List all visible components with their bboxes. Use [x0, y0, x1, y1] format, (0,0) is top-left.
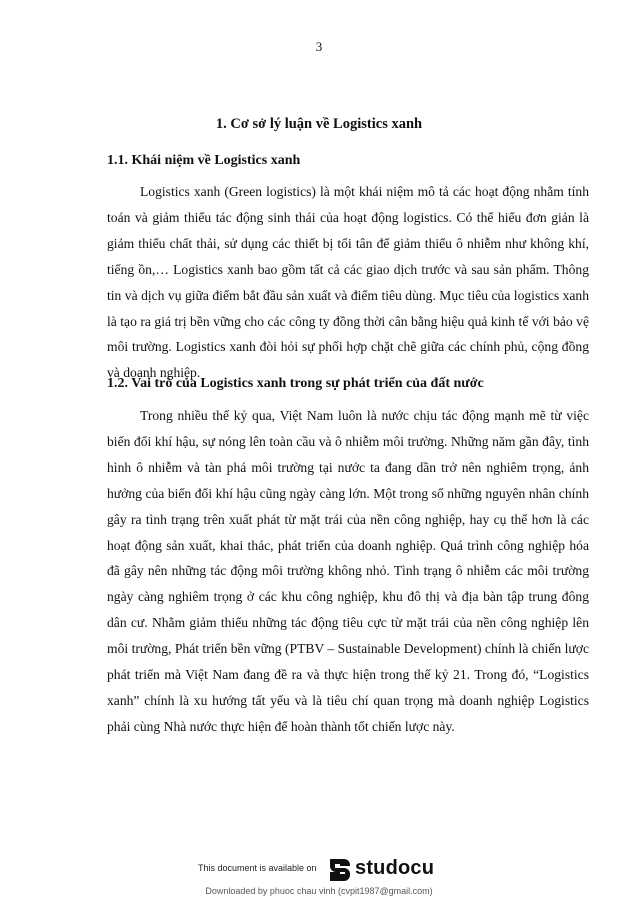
- section-heading-1-1: 1.1. Khái niệm về Logistics xanh: [107, 153, 301, 168]
- footer-download-note: Downloaded by phuoc chau vinh (cvpit1987@gmail.com): [205, 886, 433, 896]
- studocu-brand-name: studocu: [355, 857, 435, 879]
- studocu-logo-icon: [326, 857, 352, 881]
- page-number: 3: [315, 39, 323, 54]
- section-paragraph-1-2: Trong nhiều thế kỷ qua, Việt Nam luôn là nước chịu tác động mạnh mẽ từ việc biến đổi khí hậu, sự nóng lên toàn cầu và ô nhiễm môi trường. Những năm gần đây, tình hình ô nhiễm và tàn phá môi trường tại nước ta đang dần trở nên nghiêm trọng, ảnh hưởng của biến đổi khí hậu cũng ngày càng lớn. Một trong số những nguyên nhân chính gây ra tình trạng trên xuất phát từ mặt trái của nền công nghiệp, hay cụ thể hơn là các hoạt động sản xuất, khai thác, phát triển của doanh nghiệp. Quá trình công nghiệp hóa đã gây nên những tác động môi trường không nhỏ. Tình trạng ô nhiễm các môi trường ngày càng nghiêm trọng ở các khu công nghiệp, khu đô thị và địa bàn tập trung đông dân cư. Nhằm giảm thiểu những tác động tiêu cực từ mặt trái của nền công nghiệp lên môi trường, Phát triển bền vững (PTBV – Sustainable Development) chính là chiến lược phát triển mà Việt Nam đang đề ra và thực hiện trong thế kỷ 21. Trong đó, “Logistics xanh” chính là xu hướng tất yếu và là tiêu chí quan trọng mà doanh nghiệp Logistics phải cùng Nhà nước thực hiện để hoàn thành tốt chiến lược này.: [107, 408, 589, 734]
- section-heading-1-2: 1.2. Vai trò của Logistics xanh trong sự phát triển của đất nước: [107, 376, 484, 391]
- footer-available-text: This document is available on: [198, 863, 317, 873]
- chapter-title: 1. Cơ sở lý luận về Logistics xanh: [215, 116, 423, 132]
- studocu-footer-banner[interactable]: [198, 857, 503, 881]
- section-paragraph-1-1: Logistics xanh (Green logistics) là một khái niệm mô tả các hoạt động nhằm tính toán và giảm thiểu tác động sinh thái của hoạt động logistics. Có thể hiểu đơn giản là giảm thiểu chất thải, sử dụng các thiết bị tối tân để giảm thiểu ô nhiễm như không khí, tiếng ồn,… Logistics xanh bao gồm tất cả các giao dịch trước và sau sản phẩm. Thông tin và dịch vụ giữa điểm bắt đầu sản xuất và điểm tiêu dùng. Mục tiêu của logistics xanh là tạo ra giá trị bền vững cho các công ty đồng thời cân bằng hiệu quả kinh tế với bảo vệ môi trường. Logistics xanh đòi hỏi sự phối hợp chặt chẽ giữa các chính phủ, cộng đồng và doanh nghiệp.: [107, 184, 589, 381]
